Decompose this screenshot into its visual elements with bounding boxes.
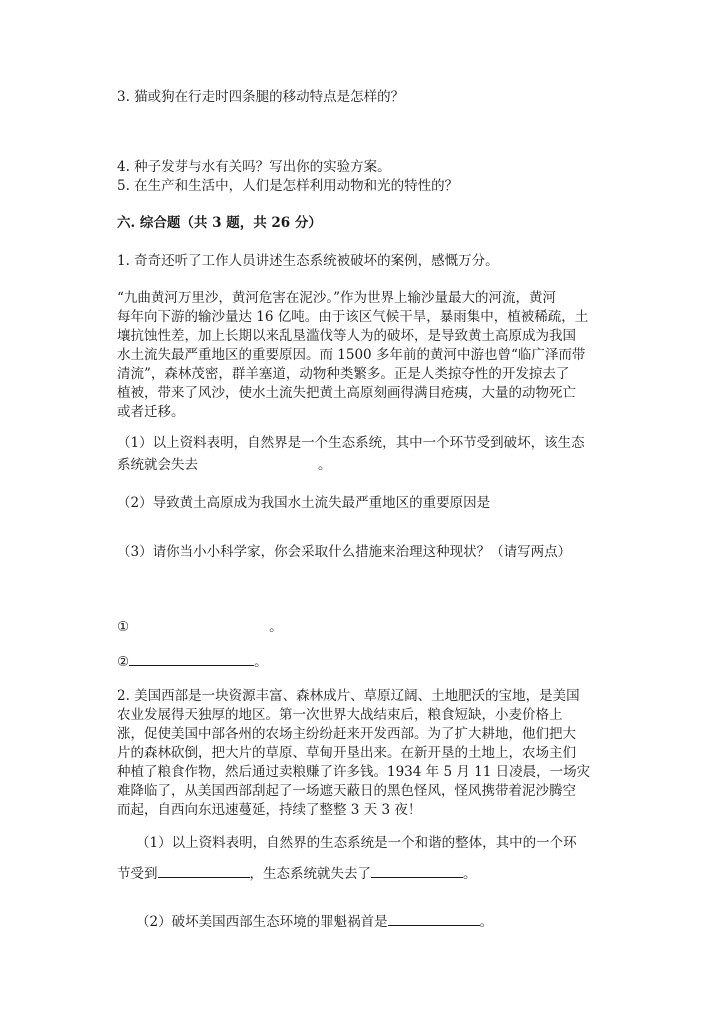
answer-blank[interactable] [371,863,463,878]
passage-line: 涨，促使美国中部各州的农场主纷纷赶来开发西部。为了扩大耕地，他们把大 [117,726,576,742]
sub-1-prefix: 系统就会失去 [117,457,198,473]
question-4: 4. 种子发芽与水有关吗？写出你的实验方案。 [117,159,391,175]
answer-1-mark: ① [117,619,130,635]
answer-blank[interactable] [158,863,250,878]
passage-line: 而起，自西向东迅速蔓延，持续了整整 3 天 3 夜！ [117,802,422,818]
question-5: 5. 在生产和生活中，人们是怎样利用动物和光的特性的？ [117,178,459,194]
answer-2-mark: ② [117,654,130,670]
passage-line: 清流”，森林茂密，群羊塞道，动物种类繁多。正是人类掠夺性的开发掠去了 [117,366,570,382]
sub-1-suffix: 。 [318,457,332,473]
sub-1-part-a: 节受到 [117,866,158,882]
passage-line: 农业发展得天独厚的地区。第一次世界大战结束后，粮食短缺，小麦价格上 [117,707,563,723]
answer-blank[interactable] [129,616,269,631]
passage-line: 种植了粮食作物，然后通过卖粮赚了许多钱。1934 年 5 月 11 日凌晨，一场灾 [117,764,591,780]
answer-blank[interactable] [129,651,254,666]
passage-line: 每年向下游的输沙量达 16 亿吨。由于该区气候干旱，暴雨集中，植被稀疏，土 [117,309,589,325]
problem-1-sub-1-line-2 [117,454,332,474]
passage-line: 水土流失最严重地区的重要原因。而 1500 多年前的黄河中游也曾“临广泽而带 [117,347,586,363]
passage-line: 壤抗蚀性差，加上长期以来乱垦滥伐等人为的破坏，是导致黄土高原成为我国 [117,328,576,344]
section-heading: 六. 综合题（共 3 题，共 26 分） [117,215,322,231]
passage-line: 片的森林砍倒，把大片的草原、草甸开垦出来。在新开垦的土地上，农场主们 [117,745,576,761]
answer-blank[interactable] [388,911,480,926]
answer-2-line [117,651,268,671]
passage-line: 2. 美国西部是一块资源丰富、森林成片、草原辽阔、土地肥沃的宝地，是美国 [117,688,580,704]
sub-2-suffix: 。 [479,914,494,930]
passage-line: 或者迁移。 [117,404,185,420]
problem-1-sub-3: （3）请你当小小科学家，你会采取什么措施来治理这种现状？（请写两点） [117,544,572,560]
passage-line: 植被，带来了风沙，使水土流失把黄土高原刻画得满目疮痍，大量的动物死亡 [117,385,576,401]
problem-1-sub-1-line-1: （1）以上资料表明，自然界是一个生态系统，其中一个环节受到破坏，该生态 [117,435,585,451]
problem-1-sub-2: （2）导致黄土高原成为我国水土流失最严重地区的重要原因是 [117,495,491,511]
passage-line: “九曲黄河万里沙，黄河危害在泥沙。”作为世界上输沙量最大的河流，黄河 [117,290,557,306]
question-3: 3. 猫或狗在行走时四条腿的移动特点是怎样的？ [117,89,405,105]
answer-1-line [117,616,283,636]
answer-blank[interactable] [198,454,318,469]
problem-2-sub-2 [136,911,493,931]
problem-1-intro: 1. 奇奇还听了工作人员讲述生态系统被破坏的案例，感慨万分。 [117,253,499,269]
sub-1-part-b: ，生态系统就失去了 [249,866,371,882]
sub-2-prefix: （2）破坏美国西部生态环境的罪魁祸首是 [136,914,388,930]
answer-1-suffix: 。 [269,619,283,635]
problem-2-sub-1-line-2 [117,863,477,883]
sub-1-part-c: 。 [463,866,477,882]
answer-2-suffix: 。 [254,654,268,670]
problem-2-sub-1-line-1: （1）以上资料表明，自然界的生态系统是一个和谐的整体，其中的一个环 [136,835,577,851]
passage-line: 难降临了，从美国西部刮起了一场遮天蔽日的黑色怪风，怪风携带着泥沙腾空 [117,783,576,799]
